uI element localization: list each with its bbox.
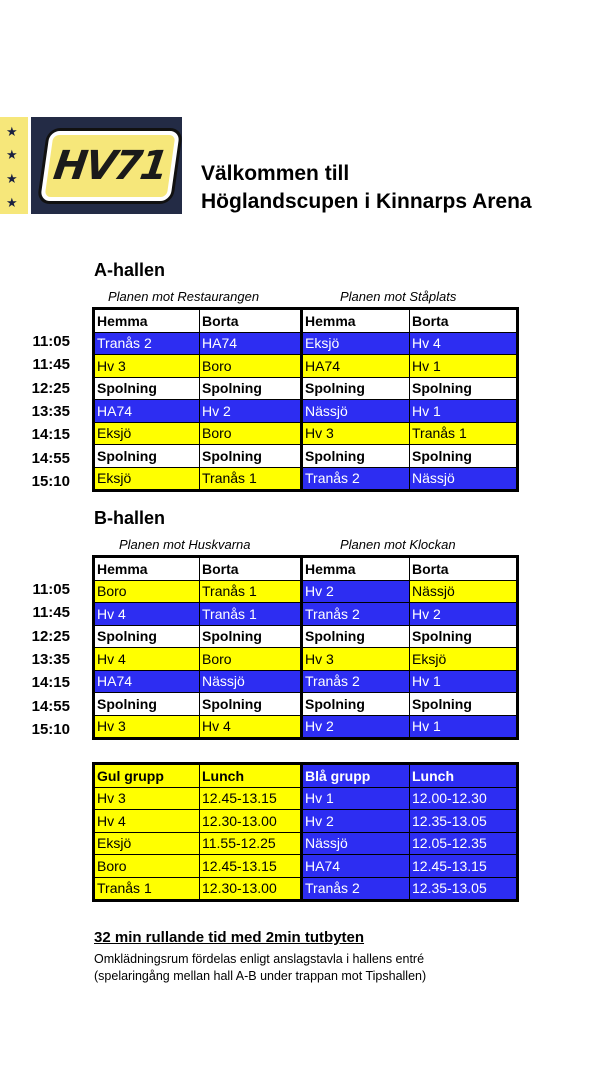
- table-header-row: [94, 557, 518, 581]
- team-cell: Hv 2: [302, 715, 410, 739]
- resurface-cell: Spolning: [302, 693, 410, 716]
- time-label: 14:55: [31, 450, 70, 467]
- team-cell: Nässjö: [302, 400, 410, 423]
- footer-line-2: (spelaringång mellan hall A-B under trappan mot Tipshallen): [94, 969, 427, 983]
- lunch-time-cell: 12.00-12.30: [410, 787, 518, 810]
- header-cell: Borta: [410, 557, 518, 581]
- table-header-row: [94, 309, 518, 333]
- team-cell: Hv 3: [302, 648, 410, 671]
- resurface-cell: Spolning: [410, 445, 518, 468]
- time-label: 15:10: [31, 473, 70, 490]
- team-cell: Hv 4: [410, 332, 518, 355]
- footer-line-1: Omklädningsrum fördelas enligt anslagstavla i hallens entré: [94, 952, 425, 966]
- a-hallen-schedule-table: [92, 307, 519, 492]
- resurface-cell: Spolning: [302, 377, 410, 400]
- a-hallen-title: A-hallen: [94, 260, 166, 280]
- header-cell: Borta: [410, 309, 518, 333]
- a-right-rink-label: Planen mot Ståplats: [340, 289, 457, 304]
- header-cell: Lunch: [200, 764, 302, 788]
- lunch-time-cell: 12.45-13.15: [200, 855, 302, 878]
- header-cell: Hemma: [94, 557, 200, 581]
- table-row: [94, 355, 518, 378]
- table-row: [94, 400, 518, 423]
- table-row: [94, 810, 518, 833]
- table-header-row: [94, 764, 518, 788]
- lunch-time-cell: 12.30-13.00: [200, 810, 302, 833]
- welcome-heading: [201, 160, 532, 216]
- team-cell: Hv 1: [410, 715, 518, 739]
- table-row: [94, 377, 518, 400]
- table-row: [94, 422, 518, 445]
- star-icon: ★: [6, 124, 18, 139]
- hv71-logo: HV71: [40, 131, 180, 201]
- team-cell: Nässjö: [302, 832, 410, 855]
- team-cell: Tranås 1: [200, 467, 302, 491]
- team-cell: HA74: [200, 332, 302, 355]
- resurface-cell: Spolning: [200, 445, 302, 468]
- team-cell: Tranås 2: [302, 670, 410, 693]
- team-cell: Boro: [200, 422, 302, 445]
- team-cell: Tranås 2: [302, 603, 410, 626]
- b-hallen-schedule-table: [92, 555, 519, 740]
- lunch-time-cell: 12.05-12.35: [410, 832, 518, 855]
- team-cell: Hv 4: [94, 603, 200, 626]
- table-row: [94, 580, 518, 603]
- time-label: 14:55: [31, 698, 70, 715]
- time-label: 14:15: [31, 426, 70, 443]
- team-cell: Tranås 2: [302, 467, 410, 491]
- lunch-time-cell: 12.45-13.15: [200, 787, 302, 810]
- resurface-cell: Spolning: [94, 377, 200, 400]
- table-row: [94, 670, 518, 693]
- a-left-rink-label: Planen mot Restaurangen: [108, 289, 260, 304]
- team-cell: Hv 1: [302, 787, 410, 810]
- lunch-time-cell: 12.45-13.15: [410, 855, 518, 878]
- time-label: 11:45: [32, 356, 70, 373]
- star-icon: ★: [6, 147, 18, 162]
- team-cell: Hv 2: [200, 400, 302, 423]
- team-cell: Tranås 1: [410, 422, 518, 445]
- welcome-line-1: Välkommen till: [201, 162, 350, 185]
- table-row: [94, 445, 518, 468]
- team-cell: Eksjö: [94, 422, 200, 445]
- header-cell: Borta: [200, 557, 302, 581]
- resurface-cell: Spolning: [94, 625, 200, 648]
- table-row: [94, 877, 518, 901]
- header-cell: Blå grupp: [302, 764, 410, 788]
- table-row: [94, 693, 518, 716]
- table-row: [94, 715, 518, 739]
- resurface-cell: Spolning: [94, 445, 200, 468]
- time-label: 11:05: [32, 581, 70, 598]
- header-cell: Gul grupp: [94, 764, 200, 788]
- team-cell: Boro: [94, 855, 200, 878]
- time-label: 12:25: [31, 380, 70, 397]
- resurface-cell: Spolning: [410, 377, 518, 400]
- star-icon: ★: [6, 171, 18, 186]
- header-cell: Hemma: [302, 309, 410, 333]
- table-row: [94, 603, 518, 626]
- team-cell: HA74: [94, 670, 200, 693]
- table-row: [94, 855, 518, 878]
- resurface-cell: Spolning: [410, 625, 518, 648]
- team-cell: Hv 3: [94, 715, 200, 739]
- team-cell: Tranås 2: [94, 332, 200, 355]
- table-row: [94, 625, 518, 648]
- lunch-time-cell: 12.35-13.05: [410, 810, 518, 833]
- team-cell: Boro: [200, 355, 302, 378]
- team-cell: Eksjö: [302, 332, 410, 355]
- resurface-cell: Spolning: [200, 377, 302, 400]
- table-row: [94, 332, 518, 355]
- resurface-cell: Spolning: [94, 693, 200, 716]
- team-cell: Hv 2: [410, 603, 518, 626]
- team-cell: Hv 3: [94, 355, 200, 378]
- time-label: 13:35: [31, 403, 70, 420]
- team-cell: Nässjö: [410, 580, 518, 603]
- welcome-line-2: Höglandscupen i Kinnarps Arena: [201, 190, 532, 213]
- team-cell: Hv 3: [302, 422, 410, 445]
- table-row: [94, 648, 518, 671]
- team-cell: Tranås 2: [302, 877, 410, 901]
- team-cell: HA74: [302, 855, 410, 878]
- time-label: 12:25: [31, 628, 70, 645]
- team-cell: HA74: [302, 355, 410, 378]
- team-cell: Eksjö: [94, 832, 200, 855]
- resurface-cell: Spolning: [302, 445, 410, 468]
- table-row: [94, 467, 518, 491]
- team-cell: Hv 3: [94, 787, 200, 810]
- resurface-cell: Spolning: [302, 625, 410, 648]
- team-cell: Boro: [200, 648, 302, 671]
- lunch-time-cell: 12.30-13.00: [200, 877, 302, 901]
- footer-title: 32 min rullande tid med 2min tutbyten: [94, 929, 365, 946]
- header-cell: Hemma: [302, 557, 410, 581]
- team-cell: Hv 2: [302, 810, 410, 833]
- b-right-rink-label: Planen mot Klockan: [340, 537, 456, 552]
- team-cell: Eksjö: [410, 648, 518, 671]
- team-cell: Hv 1: [410, 670, 518, 693]
- team-cell: Hv 4: [94, 810, 200, 833]
- b-left-rink-label: Planen mot Huskvarna: [119, 537, 251, 552]
- time-label: 11:05: [32, 333, 70, 350]
- time-label: 15:10: [31, 721, 70, 738]
- team-cell: Hv 4: [200, 715, 302, 739]
- team-cell: Hv 1: [410, 400, 518, 423]
- flag-stripe: [0, 117, 28, 214]
- header-cell: Hemma: [94, 309, 200, 333]
- header-cell: Borta: [200, 309, 302, 333]
- team-cell: Eksjö: [94, 467, 200, 491]
- time-label: 11:45: [32, 604, 70, 621]
- star-icon: ★: [6, 195, 18, 210]
- team-cell: Hv 2: [302, 580, 410, 603]
- resurface-cell: Spolning: [200, 625, 302, 648]
- team-cell: Hv 1: [410, 355, 518, 378]
- team-cell: Hv 4: [94, 648, 200, 671]
- b-hallen-title: B-hallen: [94, 508, 166, 528]
- hv71-logo-flag: [31, 117, 182, 214]
- team-cell: Boro: [94, 580, 200, 603]
- table-row: [94, 832, 518, 855]
- resurface-cell: Spolning: [200, 693, 302, 716]
- team-cell: Tranås 1: [200, 580, 302, 603]
- resurface-cell: Spolning: [410, 693, 518, 716]
- team-cell: Tranås 1: [94, 877, 200, 901]
- lunch-time-cell: 11.55-12.25: [200, 832, 302, 855]
- table-row: [94, 787, 518, 810]
- team-cell: Tranås 1: [200, 603, 302, 626]
- team-cell: HA74: [94, 400, 200, 423]
- team-cell: Nässjö: [410, 467, 518, 491]
- header-cell: Lunch: [410, 764, 518, 788]
- time-label: 14:15: [31, 674, 70, 691]
- lunch-time-cell: 12.35-13.05: [410, 877, 518, 901]
- lunch-table: [92, 762, 519, 902]
- time-label: 13:35: [31, 651, 70, 668]
- team-cell: Nässjö: [200, 670, 302, 693]
